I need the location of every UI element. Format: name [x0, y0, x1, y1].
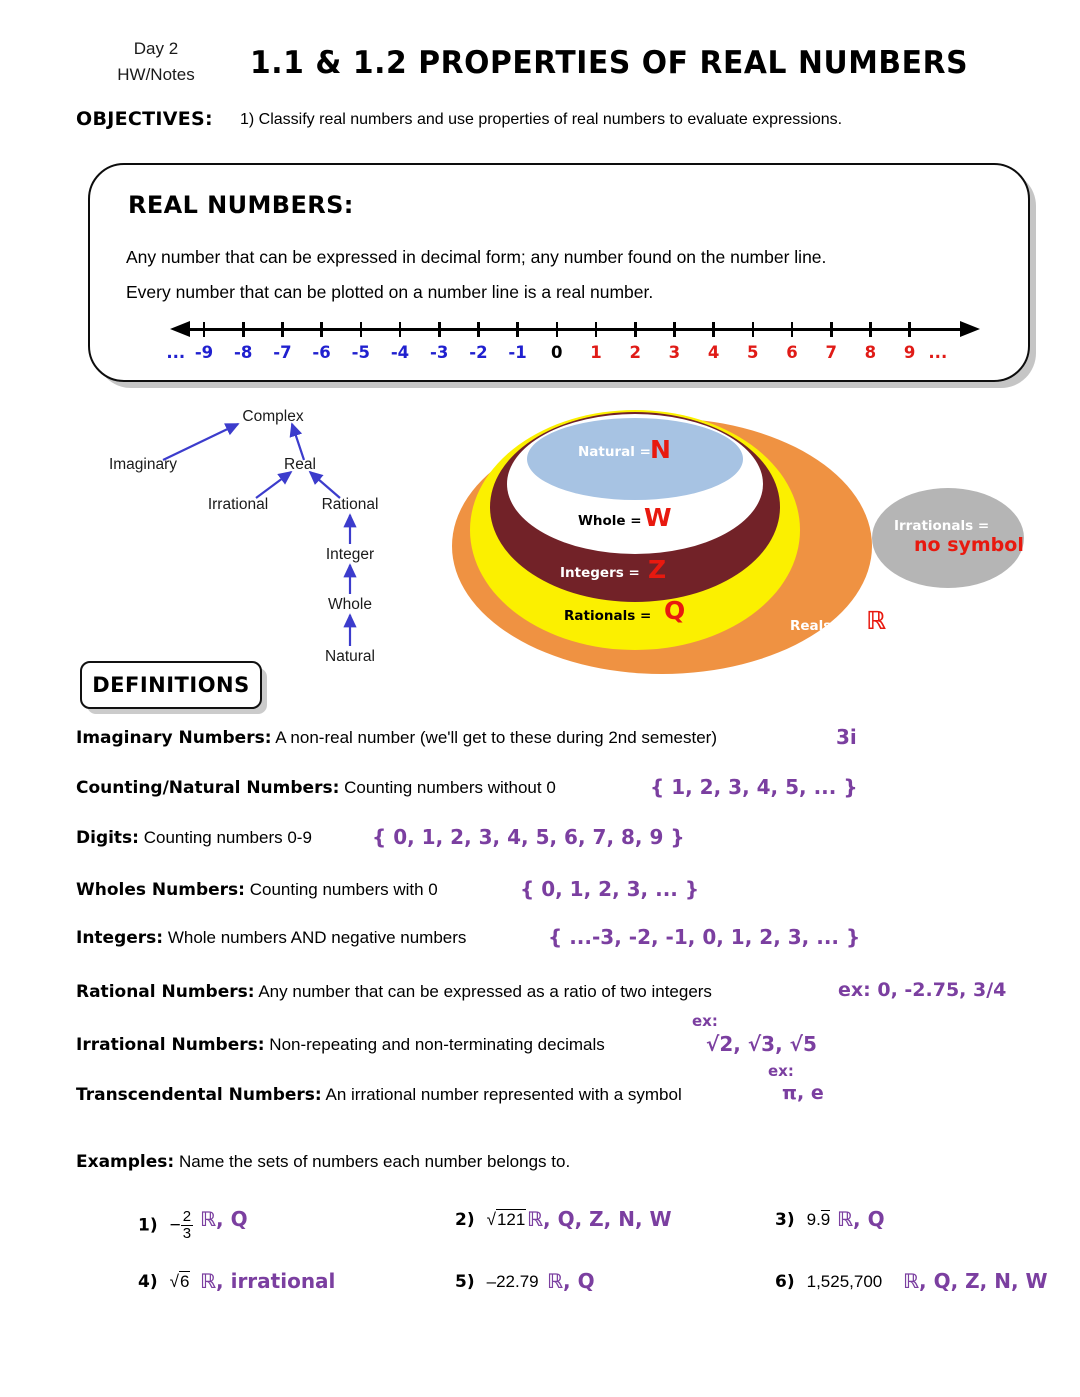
- real-numbers-box: [88, 163, 1030, 382]
- example-answer: ℝ, Q: [200, 1207, 248, 1231]
- number-line-axis: [188, 328, 960, 331]
- example-item: [138, 1210, 193, 1243]
- tree-node-complex: Complex: [242, 408, 304, 425]
- example-expression: √121: [486, 1210, 526, 1229]
- number-line-label: -3: [430, 343, 449, 362]
- number-line-label: -7: [273, 343, 292, 362]
- example-answer: ℝ, Q, Z, N, W: [903, 1269, 1048, 1293]
- venn-symbol-natural: N: [650, 435, 671, 464]
- number-line-tick: [634, 322, 637, 337]
- number-line-label: -8: [234, 343, 253, 362]
- example-item: [138, 1272, 190, 1292]
- example-number: 5): [455, 1272, 475, 1292]
- number-line-tick: [477, 322, 480, 337]
- number-line-tick: [360, 322, 363, 337]
- definition-annotation: 3i: [836, 725, 857, 749]
- example-item: [775, 1210, 830, 1230]
- definition-annotation-prefix: ex:: [768, 1062, 794, 1080]
- objectives-row: [0, 108, 1080, 140]
- number-line-tick: [399, 322, 402, 337]
- venn-label-whole: Whole =: [578, 513, 642, 529]
- day-line-2: HW/Notes: [117, 65, 195, 84]
- page-title: 1.1 & 1.2 PROPERTIES OF REAL NUMBERS: [250, 45, 969, 81]
- number-line-tick: [556, 322, 559, 337]
- definition-term: Transcendental Numbers:: [76, 1085, 322, 1105]
- number-line-label: 2: [629, 343, 641, 362]
- number-line-label: -4: [390, 343, 410, 362]
- venn-label-irrationals: Irrationals =: [894, 518, 990, 534]
- definition-body: Counting numbers 0-9: [138, 828, 312, 847]
- examples-heading-body: Name the sets of numbers each number belongs to.: [178, 1152, 571, 1171]
- number-line-label: 3: [668, 343, 681, 362]
- venn-label-natural: Natural =: [578, 444, 651, 460]
- example-item: [775, 1272, 882, 1292]
- number-line-label: 4: [707, 343, 720, 362]
- example-number: 2): [455, 1210, 475, 1230]
- tree-arrows: [88, 398, 478, 683]
- definition-annotation: { 1, 2, 3, 4, 5, ... }: [650, 775, 858, 799]
- objectives-label: OBJECTIVES:: [76, 108, 213, 130]
- real-numbers-line-1: Any number that can be expressed in decimal form; any number found on the number line.: [126, 247, 827, 267]
- number-line-tick: [752, 322, 755, 337]
- number-line-tick: [673, 322, 676, 337]
- definitions-header-box: [80, 661, 262, 709]
- example-expression: –22.79: [486, 1272, 539, 1291]
- number-line-tick: [595, 322, 598, 337]
- number-line-tick: [712, 322, 715, 337]
- number-line-tick: [516, 322, 519, 337]
- definition-body: Any number that can be expressed as a ratio of two integers: [254, 982, 712, 1001]
- number-line-label: 7: [825, 343, 837, 362]
- page-header: [0, 0, 1080, 105]
- definition-row: [76, 1035, 605, 1055]
- example-expression: 1,525,700: [806, 1272, 883, 1291]
- definition-annotation: { 0, 1, 2, 3, 4, 5, 6, 7, 8, 9 }: [372, 825, 685, 849]
- definition-body: Whole numbers AND negative numbers: [163, 928, 467, 947]
- definition-body: Counting numbers without 0: [339, 778, 556, 797]
- definition-row: [76, 928, 466, 948]
- number-line-label: 9: [903, 343, 916, 362]
- tree-node-imaginary: Imaginary: [108, 456, 178, 473]
- tree-node-natural: Natural: [325, 648, 375, 665]
- number-line-tick: [791, 322, 794, 337]
- number-line: [160, 317, 990, 369]
- number-line-label: 0: [551, 343, 563, 362]
- number-line-tick: [830, 322, 833, 337]
- definition-body: A non-real number (we'll get to these during 2nd semester): [271, 728, 718, 747]
- definition-row: [76, 1085, 682, 1105]
- number-line-tick: [320, 322, 323, 337]
- definition-body: An irrational number represented with a symbol: [321, 1085, 682, 1104]
- tree-node-real: Real: [284, 456, 316, 473]
- tree-node-integer: Integer: [325, 546, 375, 563]
- number-line-label: 8: [864, 343, 877, 362]
- number-line-label: -1: [508, 343, 527, 362]
- definition-body: Non-repeating and non-terminating decimals: [264, 1035, 605, 1054]
- number-line-right-arrow-icon: [960, 321, 980, 337]
- definition-annotation: { ...-3, -2, -1, 0, 1, 2, 3, ... }: [548, 925, 861, 949]
- example-answer: ℝ, Q, Z, N, W: [527, 1207, 672, 1231]
- definition-term: Digits:: [76, 828, 139, 848]
- number-line-tick: [281, 322, 284, 337]
- definition-row: [76, 828, 312, 848]
- number-line-tick: [438, 322, 441, 337]
- venn-label-rationals: Rationals =: [564, 608, 652, 624]
- number-line-label: 1: [590, 343, 602, 362]
- real-numbers-line-2: Every number that can be plotted on a number line is a real number.: [126, 282, 654, 302]
- definition-term: Imaginary Numbers:: [76, 728, 272, 748]
- number-line-label: -9: [194, 343, 214, 362]
- number-line-right-ellipsis: ...: [928, 343, 948, 362]
- real-numbers-title: REAL NUMBERS:: [128, 191, 354, 219]
- example-expression: − $\frac{2}{3}$: [169, 1208, 192, 1242]
- example-number: 4): [138, 1272, 158, 1292]
- number-line-label: -5: [351, 343, 370, 362]
- venn-label-reals: Reals =: [790, 618, 848, 634]
- definition-annotation-prefix: ex:: [692, 1012, 718, 1030]
- example-number: 1): [138, 1215, 158, 1236]
- venn-symbol-integers: Z: [648, 555, 667, 584]
- examples-heading: [76, 1152, 570, 1172]
- number-line-label: 5: [747, 343, 759, 362]
- venn-symbol-rationals: Q: [664, 596, 686, 625]
- example-number: 3): [775, 1210, 795, 1230]
- number-line-tick: [908, 322, 911, 337]
- number-line-label: -6: [312, 343, 331, 362]
- example-answer: ℝ, Q: [547, 1269, 595, 1293]
- definition-row: [76, 728, 717, 748]
- example-expression: √6: [169, 1272, 190, 1291]
- definition-body: Counting numbers with 0: [244, 880, 438, 899]
- definition-term: Wholes Numbers:: [76, 880, 245, 900]
- definition-annotation: π, e: [782, 1082, 824, 1104]
- definitions-label: DEFINITIONS: [92, 673, 250, 697]
- definition-row: [76, 982, 712, 1002]
- example-item: [455, 1272, 539, 1292]
- number-line-tick: [203, 322, 206, 337]
- number-line-label: -2: [469, 343, 488, 362]
- number-line-tick: [242, 322, 245, 337]
- example-answer: ℝ, irrational: [200, 1269, 336, 1293]
- tree-node-irrational: Irrational: [207, 496, 269, 513]
- venn-symbol-reals: ℝ: [866, 606, 887, 635]
- number-line-label: 6: [786, 343, 798, 362]
- number-sets-venn-diagram: [452, 400, 1032, 692]
- definition-term: Counting/Natural Numbers:: [76, 778, 340, 798]
- number-line-tick: [869, 322, 872, 337]
- example-answer: ℝ, Q: [837, 1207, 885, 1231]
- example-number: 6): [775, 1272, 795, 1292]
- definition-term: Rational Numbers:: [76, 982, 255, 1002]
- number-classification-tree: [88, 398, 478, 683]
- definition-annotation: √2, √3, √5: [706, 1032, 817, 1056]
- definition-term: Irrational Numbers:: [76, 1035, 265, 1055]
- example-expression: 9.9: [806, 1210, 831, 1229]
- definition-term: Integers:: [76, 928, 164, 948]
- definition-row: [76, 778, 556, 798]
- objectives-text: 1) Classify real numbers and use properties of real numbers to evaluate expressions.: [240, 111, 843, 128]
- definition-annotation: { 0, 1, 2, 3, ... }: [520, 877, 700, 901]
- venn-label-integers: Integers =: [560, 565, 640, 581]
- day-label: [96, 36, 216, 88]
- tree-node-rational: Rational: [321, 496, 379, 513]
- examples-heading-term: Examples:: [76, 1152, 175, 1172]
- definition-row: [76, 880, 438, 900]
- tree-node-whole: Whole: [328, 596, 372, 613]
- example-item: [455, 1210, 526, 1230]
- venn-symbol-irrationals: no symbol: [914, 534, 1024, 556]
- number-line-left-ellipsis: ...: [166, 343, 186, 362]
- day-line-1: Day 2: [133, 39, 179, 58]
- definition-annotation: ex: 0, -2.75, 3/4: [838, 979, 1007, 1001]
- number-line-left-arrow-icon: [170, 321, 190, 337]
- venn-symbol-whole: W: [644, 503, 672, 532]
